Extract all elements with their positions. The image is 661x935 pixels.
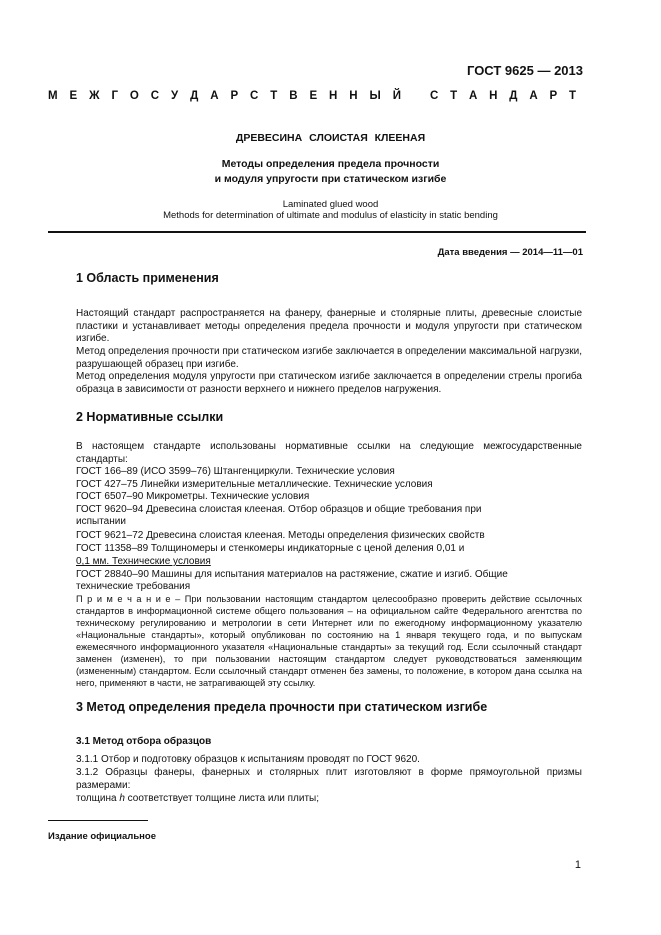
banner-letter: Е — [309, 90, 318, 102]
standard-code: ГОСТ 9625 — 2013 — [467, 63, 583, 78]
banner-letter: Ы — [369, 90, 381, 102]
banner-letter: Т — [450, 90, 458, 102]
reference-item: 0,1 мм. Технические условия — [76, 556, 211, 567]
clause-thickness — [76, 793, 319, 804]
thickness-text-end: соответствует толщине листа или плиты; — [124, 793, 320, 804]
reference-item: ГОСТ 9620–94 Древесина слоистая клееная. Отбор образцов и общие требования при — [76, 504, 482, 515]
note-label: П р и м е ч а н и е — [76, 594, 171, 604]
section-1-p3-text: Метод определения модуля упругости при статическом изгибе заключается в определении стрелы прогиба образца в зависимости от разности верхнего и нижнего пределов нагружения. — [76, 371, 582, 395]
section-1-paragraph-3 — [76, 371, 582, 396]
banner-letter: М — [48, 90, 58, 102]
banner-letter: А — [210, 90, 219, 102]
section-1-heading: 1 Область применения — [76, 271, 219, 285]
banner-letter: С — [430, 90, 439, 102]
banner-letter: Р — [230, 90, 239, 102]
section-2-heading: 2 Нормативные ссылки — [76, 410, 224, 424]
introduction-date: Дата введения — 2014—11—01 — [437, 247, 583, 258]
note-text: – При пользовании настоящим стандартом целесообразно проверить действие ссылочных стандартов в информационной системе общего пользования – на официальном сайте Федерального агентства по техническому регулированию и метрологии в сети Интернет или по ежегодному информационному указателю «Национальные стандарты», который опубликован по состоянию на 1 января текущего года, и по выпускам ежемесячного информационного указателя «Национальные стандарты» за текущий год. Если ссылочный стандарт заменен (изменен), то при пользовании настоящим стандартом следует руководствоваться заменяющим (измененным) стандартом. Если ссылочный стандарт отменен без замены, то положение, в котором дана ссылка на него, применяют в части, не затрагивающей эту ссылку. — [76, 594, 582, 688]
reference-item: ГОСТ 11358–89 Толщиномеры и стенкомеры индикаторные с ценой деления 0,01 и — [76, 543, 465, 554]
section-1-p2-text: Метод определения прочности при статическом изгибе заключается в определении максимальной нагрузки, разрушающей образец при изгибе. — [76, 346, 582, 370]
banner-letter: О — [129, 90, 139, 102]
reference-item: ГОСТ 9621–72 Древесина слоистая клееная. Методы определения физических свойств — [76, 530, 485, 541]
banner-letter: Д — [509, 90, 518, 102]
banner-letter: С — [150, 90, 160, 102]
banner-letter: У — [171, 90, 179, 102]
document-title: ДРЕВЕСИНА СЛОИСТАЯ КЛЕЕНАЯ — [235, 132, 426, 144]
thickness-variable: h — [119, 793, 125, 804]
interstate-standard-banner — [48, 90, 576, 102]
banner-letter: Ж — [89, 90, 100, 102]
banner-word-standard — [430, 90, 576, 102]
banner-letter: С — [250, 90, 259, 102]
subtitle-line-1: Методы определения предела прочности — [221, 158, 440, 170]
banner-letter: Т — [270, 90, 278, 102]
reference-item: ГОСТ 6507–90 Микрометры. Технические условия — [76, 491, 310, 502]
section-3-heading: 3 Метод определения предела прочности при статическом изгибе — [76, 700, 488, 714]
banner-letter: Г — [111, 90, 118, 102]
section-1-paragraph-2 — [76, 346, 582, 371]
reference-item: ГОСТ 166–89 (ИСО 3599–76) Штангенциркули. Технические условия — [76, 466, 395, 477]
reference-item: ГОСТ 28840–90 Машины для испытания материалов на растяжение, сжатие и изгиб. Общие — [76, 569, 508, 580]
banner-letter: Е — [69, 90, 78, 102]
clause-3-1-2: 3.1.2 Образцы фанеры, фанерных и столярных плит изготовляют в форме прямоугольной призмы размерами: — [76, 767, 582, 791]
reference-item: испытании — [76, 516, 126, 527]
official-edition-label: Издание официальное — [48, 831, 156, 842]
banner-letter: Н — [489, 90, 498, 102]
english-title — [0, 199, 661, 221]
english-title-line-1: Laminated glued wood — [282, 199, 379, 210]
section-3-1-heading: 3.1 Метод отбора образцов — [76, 736, 212, 747]
page-number: 1 — [574, 859, 581, 871]
title-divider — [48, 231, 586, 233]
reference-item: технические требования — [76, 581, 191, 592]
banner-letter: Н — [349, 90, 358, 102]
references-note — [76, 593, 582, 689]
reference-item: ГОСТ 427–75 Линейки измерительные металлические. Технические условия — [76, 479, 433, 490]
banner-word-interstate — [48, 90, 401, 102]
banner-letter: Т — [568, 90, 576, 102]
english-title-line-2: Methods for determination of ultimate and modulus of elasticity in static bending — [163, 210, 498, 221]
banner-letter: Д — [190, 90, 199, 102]
footer-divider — [48, 820, 148, 821]
document-subtitle — [0, 157, 661, 187]
banner-letter: В — [289, 90, 298, 102]
section-1-p1-text: Настоящий стандарт распространяется на фанеру, фанерные и столярные плиты, древесные слоистые пластики и устанавливает методы определения предела прочности и модуля упругости при статическом изгибе. — [76, 308, 582, 345]
banner-letter: Н — [329, 90, 338, 102]
section-2-intro: В настоящем стандарте использованы нормативные ссылки на следующие межгосударственные стандарты: — [76, 441, 582, 465]
banner-letter: Й — [392, 90, 401, 102]
banner-letter: Р — [549, 90, 558, 102]
section-1-paragraph-1 — [76, 308, 582, 346]
subtitle-line-2: и модуля упругости при статическом изгибе — [214, 173, 447, 185]
banner-letter: А — [469, 90, 478, 102]
banner-letter: А — [529, 90, 538, 102]
clause-3-1-1: 3.1.1 Отбор и подготовку образцов к испытаниям проводят по ГОСТ 9620. — [76, 754, 420, 765]
thickness-text-start: толщина — [76, 793, 120, 804]
